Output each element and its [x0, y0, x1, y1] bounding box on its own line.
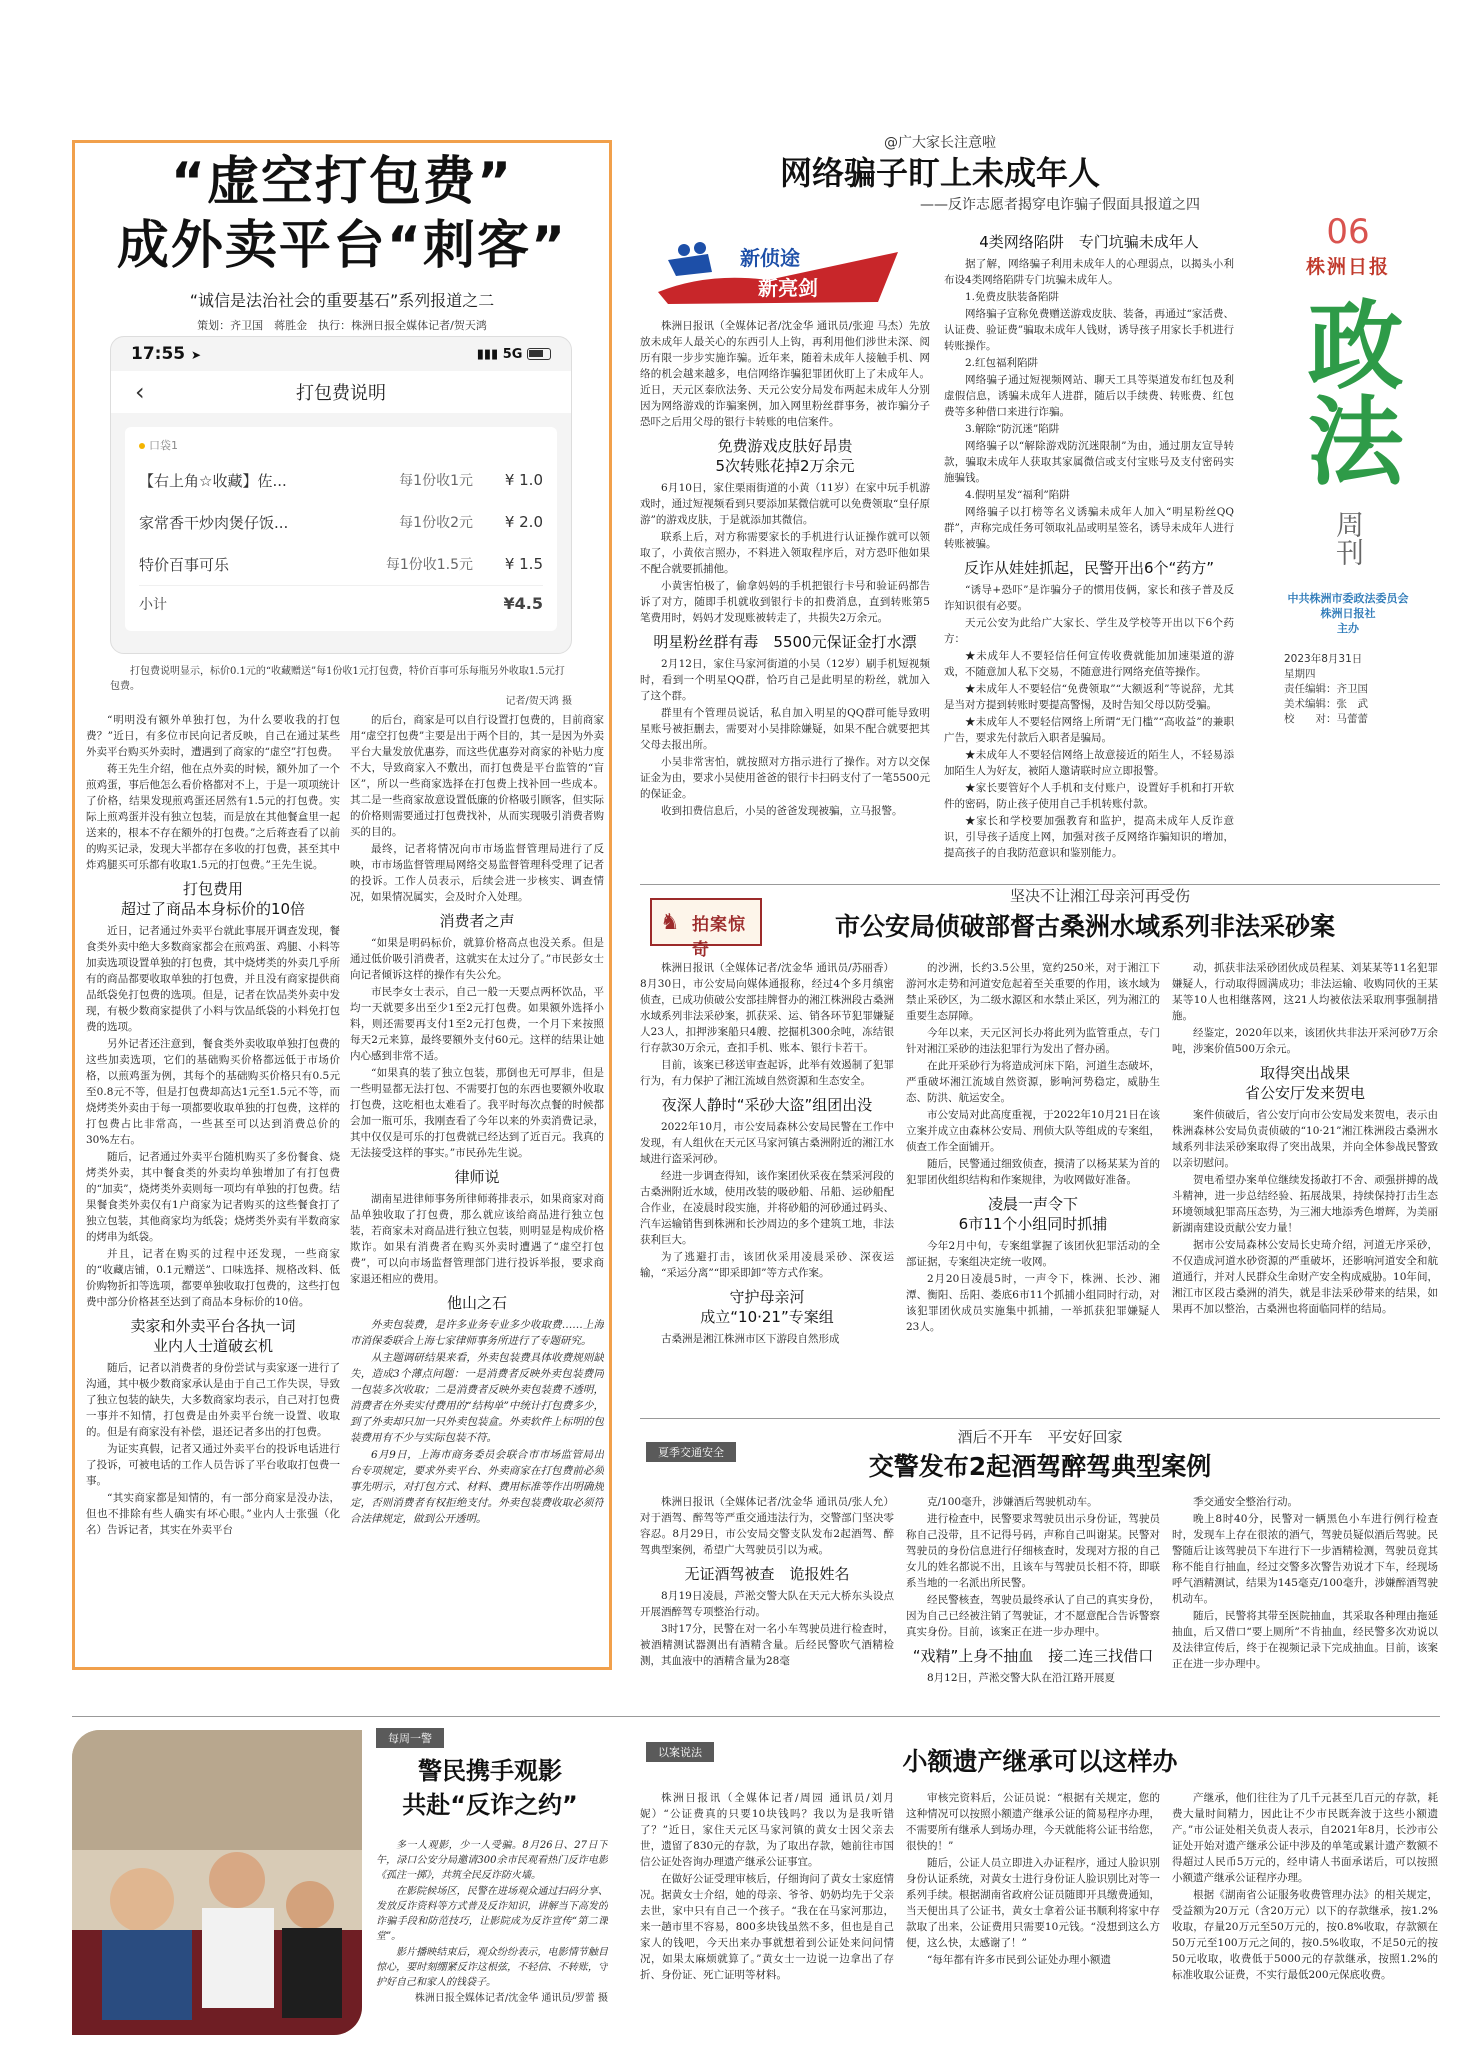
status-bar	[111, 337, 571, 371]
logo-text-2: 新亮剑	[758, 276, 818, 300]
paragraph: 2月12日，家住马家河街道的小吴（12岁）刷手机短视频时，看到一个明星QQ群，恰巧自己是此明星的粉丝，就加入了这个群。	[640, 658, 930, 702]
paragraph: 蒋王先生介绍，他在点外卖的时候，额外加了一个煎鸡蛋，事后他怎么看价格都对不上，于是一项项统计了价格，结果发现煎鸡蛋还居然有1.5元的打包费。实际上煎鸡蛋并没有独立包装，而是放在其他餐盒里一起送来的，根本不存在额外的打包费。”之后蒋查看了以前的购买记录，发现大半都存在多收的打包费，甚至其中炸鸡腿买可乐都有收取1.5元的打包费。”王先生说。	[86, 763, 340, 871]
lead-credit: 策划：齐卫国 蒋胜金 执行：株洲日报全媒体记者/贺天鸿	[197, 319, 487, 332]
inherit-column-1	[640, 1790, 894, 2052]
paragraph: 6月9日，上海市商务委员会联合市市场监管局出台专项规定，要求外卖平台、外卖商家在打包费前必须事先明示，对打包方式、材料、费用标准等作出明确规定，否则消费者有权拒绝支付。外卖包装费收取必须符合法律规定，做到公开透明。	[350, 1449, 604, 1525]
paragraph: 晚上8时40分，民警对一辆黑色小车进行例行检查时，发现车上存在很浓的酒气，驾驶员疑似酒后驾驶。民警随后让该驾驶员下车进行下一步酒精检测，驾驶员竟其称不能自行抽血，经过交警多次警告劝说才下车，经现场呼气酒精测试，结果为145毫克/100毫升，涉嫌醉酒驾驶机动车。	[1172, 1513, 1438, 1605]
lead-headline	[80, 150, 604, 333]
fee-item-rule: 每1份收2元	[399, 515, 473, 531]
paragraph: 株洲日报讯（全媒体记者/周园 通讯员/刘月妮）“公证费真的只要10块钱吗？我以为是我听错了？”近日，家住天元区马家河镇的黄女士因父亲去世，遗留了830元的存款，为了取出存款，她前往市国信公证处咨询办理遗产继承公证事宜。	[640, 1792, 894, 1868]
lead-series: “诚信是法治社会的重要基石”系列报道之二	[189, 291, 495, 310]
paragraph: 克/100毫升，涉嫌酒后驾驶机动车。	[927, 1496, 1098, 1508]
fee-item-name: 【右上角☆收藏】佐...	[139, 471, 287, 490]
paragraph: ★未成年人不要轻信“免费领取”“大额返利”等说辞，尤其是当对方提到转账时要提高警惕，及时告知父母以防受骗。	[944, 683, 1234, 711]
sand-column-2	[906, 960, 1160, 1410]
movie-title-line1: 警民携手观影	[418, 1757, 562, 1785]
logo-text-1: 新侦途	[740, 246, 800, 270]
subhead: 律师说	[454, 1168, 500, 1186]
paragraph: 小吴非常害怕，就按照对方指示进行了操作。对方以交保证金为由，要求小吴使用爸爸的银行卡扫码支付了一笔5500元的保证金。	[640, 756, 930, 800]
paragraph: ★未成年人不要轻信网络上所谓“无门槛”“高收益”的兼职广告，要求先付款后入职者是骗局。	[944, 716, 1234, 744]
paragraph: 外卖包装费，是许多业务专业多少收取费……上海市消保委联合上海七家律师事务所进行了专题研究。	[350, 1319, 604, 1347]
paragraph: 随后，民警通过细致侦查，摸清了以杨某某为首的犯罪团伙组织结构和作案规律，为收网做好准备。	[906, 1158, 1160, 1186]
drunk-kicker: 酒后不开车 平安好回家	[957, 1428, 1123, 1446]
photo-credit: 株洲日报全媒体记者/沈金华 通讯员/罗蕾 摄	[414, 1993, 608, 2004]
status-time: 17:55	[131, 344, 186, 364]
movie-body	[376, 1838, 608, 2050]
cyber-kicker: @广大家长注意啦	[884, 135, 996, 151]
paragraph: 据市公安局森林公安局长史琦介绍，河道无序采砂，不仅造成河道水砂资源的严重破坏，还影响河道安全和航道通行，并对人民群众生命财产安全构成威胁。10年间，湘江市区段古桑洲的消失，就是非法采砂带来的结果，如果再不加以整治，古桑洲也将面临同样的结局。	[1172, 1239, 1438, 1315]
network-label: 5G	[502, 346, 523, 362]
paragraph: “诱导+恐吓”是诈骗分子的惯用伎俩，家长和孩子普及反诈知识很有必要。	[944, 584, 1234, 612]
cyber-title: 网络骗子盯上未成年人	[779, 154, 1100, 192]
subhead: 打包费用 超过了商品本身标价的10倍	[120, 880, 306, 918]
paragraph: “其实商家都是知情的，有一部分商家是没办法，但也不排除有些人确实有坏心眼。”业内人士张强（化名）告诉记者，其实在外卖平台	[86, 1492, 340, 1536]
fee-item-price: ¥ 2.0	[504, 513, 543, 531]
fee-item-rule: 每1份收1.5元	[385, 557, 473, 573]
paragraph: 据了解，网络骗子利用未成年人的心理弱点，以揭头小利布设4类网络陷阱专门坑骗未成年人。	[944, 258, 1234, 286]
paragraph: 在影院候场区，民警在进场观众通过扫码分享、发放反诈资料等方式普及反诈知识，讲解当下高发的诈骗手段和防范技巧，让影院成为反诈宣传“第二课堂”。	[376, 1886, 608, 1942]
paragraph: 6月10日，家住栗雨街道的小黄（11岁）在家中玩手机游戏时，通过短视频看到只要添加某微信就可以免费领取“皇仔原游”的游戏皮肤，于是就添加其微信。	[640, 482, 930, 526]
paragraph: ★家长和学校要加强教育和监护，提高未成年人反诈意识，引导孩子适度上网，加强对孩子反网络诈骗知识的增加，提高孩子的自我防范意识和鉴别能力。	[944, 815, 1234, 859]
sponsor-block: 中共株洲市委政法委员会 株洲日报社 主办	[1287, 592, 1409, 635]
movie-photo	[72, 1730, 362, 2035]
page-number: 06	[1326, 212, 1370, 252]
paragraph: 根据《湖南省公证服务收费管理办法》的相关规定，受益额为20万元（含20万元）以下的存款继承，按1.2%收取，存量20万元至50万元的，按0.8%收取，存款额在50万元至100万元之间的，按0.5%收取，不足50元的按50元收取，收费低于5000元的存款继承，按照1.2%的标准收取公证费，不实行最低200元保底收费。	[1172, 1889, 1438, 1981]
fee-total-value: ¥4.5	[503, 594, 543, 613]
paper-name: 株洲日报	[1305, 256, 1390, 278]
fee-item-name: 家常香干炒肉煲仔饭...	[139, 513, 289, 532]
paragraph: 案件侦破后，省公安厅向市公安局发来贺电，表示由株洲森林公安局负责侦破的“10·21”湘江株洲段古桑洲水域系列非法采砂案取得了突出战果，并向全体参战民警致以亲切慰问。	[1172, 1109, 1438, 1169]
subhead: 消费者之声	[439, 912, 515, 930]
paragraph: 动，抓获非法采砂团伙成员程某、刘某某等11名犯罪嫌疑人，行动取得圆满成功；非法运输、收购同伙的王某某等10人也相继落网，这21人均被依法采取刑事强制措施。	[1172, 962, 1438, 1022]
paragraph: 1.免费皮肤装备陷阱	[965, 291, 1060, 303]
fee-total-label: 小计	[139, 596, 167, 613]
divider	[72, 1716, 1440, 1717]
lead-column-2	[350, 712, 604, 1664]
paragraph: 湖南星进律师事务所律师蒋排表示，如果商家对商品单独收取了打包费，那么就应该给商品进行独立包装，若商家未对商品进行独立包装，则明显是构成价格欺诈。如果有消费者在购买外卖时遭遇了“虚空打包费”，可以向市场监督管理部门进行投诉举报，要求商家退还相应的费用。	[350, 1193, 604, 1285]
case-logo	[650, 898, 762, 960]
sand-title: 市公安局侦破部督古桑洲水域系列非法采砂案	[834, 912, 1335, 941]
paragraph: “明明没有额外单独打包，为什么要收我的打包费？”近日，有多位市民向记者反映，自己在通过某些外卖平台购买外卖时，遭遇到了商家的“虚空”打包费。	[86, 714, 340, 758]
paragraph: 群里有个管理员说话，私自加入明星的QQ群可能导致明星账号被拒删去，需要对小吴排除嫌疑，如果不配合就要把其父母去报出所。	[640, 707, 930, 751]
paragraph: 市民李女士表示，自己一般一天要点两杯饮品，平均一天就要多出至少1至2元打包费。如果额外选择小料，则还需要再支付1至2元打包费，一个月下来按照每天2元来算，最终要额外支付60元。这样的结果让她内心感到非常不适。	[350, 986, 604, 1062]
paragraph: 2月20日凌晨5时，一声令下，株洲、长沙、湘潭、衡阳、岳阳、娄底6市11个抓捕小组同时行动，对该犯罪团伙成员实施集中抓捕，一举抓获犯罪嫌疑人23人。	[906, 1273, 1160, 1333]
caption-credit: 记者/贺天鸿 摄	[505, 696, 572, 707]
inherit-title: 小额遗产继承可以这样办	[902, 1747, 1178, 1776]
paragraph: 目前，该案已移送审查起诉，此举有效遏制了犯罪行为，有力保护了湘江流域自然资源和生态安全。	[640, 1059, 894, 1087]
subhead: 夜深人静时“采砂大盗”组团出没	[661, 1096, 873, 1114]
lead-title-line1: “虚空打包费”	[170, 152, 514, 212]
phone-screenshot	[110, 336, 572, 654]
sand-column-1	[640, 960, 894, 1410]
cyber-column-1	[640, 318, 930, 874]
paragraph: 随后，记者以消费者的身份尝试与卖家逐一进行了沟通，其中极少数商家承认是由于自己工作失误，导致了独立包装的缺失，大多数商家均表示，自己对打包费一事并不知情，打包费是由外卖平台统一设置、收取的。但是有商家没有补偿，退还记者多出的打包费。	[86, 1362, 340, 1438]
paragraph: 市公安局对此高度重视，于2022年10月21日在该立案并成立由森林公安局、刑侦大队等组成的专案组，侦查工作全面铺开。	[906, 1109, 1160, 1153]
paragraph: 天元公安为此给广大家长、学生及学校等开出以下6个药方：	[944, 617, 1234, 645]
pack-dot-icon	[139, 443, 145, 449]
paragraph: 株洲日报讯（全媒体记者/沈金华 通讯员/苏丽香）8月30日，市公安局向媒体通报称，经过4个多月缜密侦查，已成功侦破公安部挂牌督办的湘江株洲段古桑洲水域系列非法采砂案，抓获采、运、销各环节犯罪嫌疑人23人，扣押涉案船只4艘、挖掘机300余吨，冻结银行存款30万余元，查扣手机、账本、银行卡若干。	[640, 962, 894, 1054]
subhead: 免费游戏皮肤好昂贵 5次转账花掉2万余元	[715, 437, 855, 475]
inherit-headline	[640, 1744, 1440, 1780]
paragraph: 多一人观影，少一人受骗。8月26日、27日下午，渌口公安分局邀请300余市民观看热门反诈电影《孤注一掷》，共筑全民反诈防火墙。	[376, 1840, 608, 1881]
fee-item-rule: 每1份收1元	[399, 473, 473, 489]
sand-column-3	[1172, 960, 1438, 1410]
paragraph: 贺电希望办案单位继续发扬敢打不舍、顽强拼搏的战斗精神，进一步总结经验、拓展战果，持续保持打击生态环境领域犯罪高压态势，为三湘大地添秀色增辉，为美丽新湖南建设贡献公安力量！	[1172, 1174, 1438, 1234]
sand-kicker: 坚决不让湘江母亲河再受伤	[1009, 887, 1190, 905]
section-tag: 夏季交通安全	[646, 1442, 736, 1462]
paragraph: 3时17分，民警在对一名小车驾驶员进行检查时，被酒精测试器测出有酒精含量。后经民警吹气酒精检测，其血液中的酒精含量为28毫	[640, 1623, 894, 1667]
paragraph: “如果真的装了独立包装，那倒也无可厚非，但是一些明显都无法打包、不需要打包的东西也要额外收取打包费，这吃相也太难看了。我平时每次点餐的时候都会加一瓶可乐，我刚查看了今年以来的外卖消费记录，其中仅仅是可乐的打包费就已经达到了近百元。我真的无法接受这样的事实。”市民孙先生说。	[350, 1067, 604, 1159]
paragraph: 经民警核查，驾驶员最终承认了自己的真实身份，因为自己已经被注销了驾驶证，才不愿意配合告诉警察真实身份。目前，该案正在进一步办理中。	[906, 1594, 1160, 1638]
paragraph: 古桑洲是湘江株洲市区下游段自然形成	[661, 1333, 840, 1345]
paragraph: 株洲日报讯（全媒体记者/沈金华 通讯员/张人允）对于酒驾、醉驾等严重交通违法行为，交警部门坚决零容忍。8月29日，市公安局交警支队发布2起酒驾、醉驾典型案例，希望广大驾驶员引以为戒。	[640, 1496, 894, 1556]
divider	[640, 1418, 1440, 1419]
paragraph: 产继承，他们往往为了几千元甚至几百元的存款，耗费大量时间精力，因此让不少市民既奔波于这些小额遗产。”市公证处相关负责人表示，自2021年8月，长沙市公证处开始对遗产继承公证中涉及的单笔或累计遗产数额不得超过人民币5万元的，经申请人书面承诺后，可以按照小额遗产继承公证程序办理。	[1172, 1792, 1438, 1884]
paragraph: 近日，记者通过外卖平台就此事展开调查发现，餐食类外卖中绝大多数商家都会在煎鸡蛋、鸡腿、小料等加卖选项设置单独的打包费，其中烧烤类的外卖几乎所有的商品都要收取单独的打包费，并且没有商家提供商品纸袋免打包费的选项。但是，记者在饮品类外卖中发现，有极少数商家提供了小料与饮品纸袋的小料免打包费的选项。	[86, 925, 340, 1033]
fee-total-row	[139, 585, 543, 621]
subhead: 明星粉丝群有毒 5500元保证金打水漂	[653, 633, 917, 651]
paragraph: ★未成年人不要轻信任何宣传收费就能加加速渠道的游戏，不随意加人私下交易，不随意进行网络充值等操作。	[944, 650, 1234, 678]
paragraph: 2.红包福利陷阱	[965, 357, 1039, 369]
drunk-title: 交警发布2起酒驾醉驾典型案例	[868, 1452, 1212, 1481]
paragraph: ★家长要管好个人手机和支付账户，设置好手机和打开软件的密码，防止孩子使用自己手机转账付款。	[944, 782, 1234, 810]
paragraph: 季交通安全整治行动。	[1193, 1496, 1298, 1508]
paragraph: 网络骗子通过短视频网站、聊天工具等渠道发布红包及利虚假信息，诱骗未成年人进群，随后以手续费、转账费、红包费等多种借口来进行诈骗。	[944, 374, 1234, 418]
subhead: 取得突出战果 省公安厅发来贺电	[1244, 1064, 1365, 1102]
fee-item-price: ¥ 1.0	[504, 471, 543, 489]
subhead: 卖家和外卖平台各执一词 业内人士道破玄机	[130, 1317, 296, 1355]
paragraph: 为证实真假，记者又通过外卖平台的投诉电话进行了投诉，可被电话的工作人员告诉了平台收取打包费一事。	[86, 1443, 340, 1487]
lead-column-1	[86, 712, 340, 1664]
photo-caption	[110, 664, 572, 709]
paragraph: 的后台，商家是可以自行设置打包费的，目前商家用“虚空打包费”主要是出于两个目的，其一是因为外卖平台大量发放优惠券，而这些优惠券对商家的补贴力度不大，导致商家入不敷出，而打包费是平台监管的“盲区”，所以一些商家选择在打包费上找补回一些成本。其二是一些商家故意设置低廉的价格吸引顾客，但实际的价格则需要通过打包费找补，从而实现吸引消费者购买的目的。	[350, 714, 604, 838]
paragraph: 审核完资料后，公证员说：“根据有关规定，您的这种情况可以按照小额遗产继承公证的简易程序办理，不需要所有继承人到场办理，今天就能将公证书给您，很快的！”	[906, 1792, 1160, 1852]
fee-item-name: 特价百事可乐	[139, 555, 230, 574]
paragraph: 的沙洲，长约3.5公里，宽约250米，对于湘江下游河水走势和河道安危起着至关重要的作用，该水域为禁止采砂区，为二级水源区和水禁止采区，列为湘江的重要生态屏障。	[906, 962, 1160, 1022]
location-arrow-icon: ➤	[191, 348, 202, 362]
inherit-column-3	[1172, 1790, 1438, 2052]
nav-title: 打包费说明	[296, 383, 386, 404]
paragraph: 随后，记者通过外卖平台随机购买了多份餐食、烧烤类外卖，其中餐食类的外卖均单独增加了有打包费的“加卖”，烧烤类外卖则每一项均有单独的打包费。结果餐食类外卖仅有1户商家为记者购买的这些餐食打了独立包装，其他商家均为纸袋；烧烤类外卖有半数商家的烤串为纸袋。	[86, 1151, 340, 1243]
paragraph: 网络骗子以“解除游戏防沉迷限制”为由，通过朋友宣导转款，骗取未成年人获取其家属微信或支付宝账号及支付密码实施骗钱。	[944, 440, 1234, 484]
subhead: 4类网络陷阱 专门坑骗未成年人	[979, 233, 1199, 251]
paragraph: 3.解除“防沉迷”陷阱	[965, 423, 1060, 435]
masthead	[1258, 212, 1438, 812]
drunk-headline	[640, 1424, 1440, 1484]
paragraph: 今年以来，天元区河长办将此列为监管重点，专门针对湘江采砂的违法犯罪行为发出了督办函。	[906, 1027, 1160, 1055]
nav-bar	[111, 371, 571, 413]
paragraph: 在做好公证受理审核后，仔细询问了黄女士家庭情况。据黄女士介绍，她的母亲、爷爷、奶奶均先于父亲去世，家中只有自己一个孩子。“我在在马家河那边，来一趟市里不容易，800多块钱虽然不多，但也是自己家人的钱吧，今天出来办事就想着到公证处来问问情况，如果太麻烦就算了。”黄女士一边说一边拿出了存折、身份证、死亡证明等材料。	[640, 1873, 894, 1981]
fee-row	[139, 501, 543, 543]
paragraph: 为了逃避打击，该团伙采用凌晨采砂、深夜运输，“采运分离”“即采即卸”等方式作案。	[640, 1251, 894, 1279]
paragraph: 经进一步调查得知，该作案团伙采夜在禁采河段的古桑洲附近水域，使用改装的吸砂船、吊船、运砂船配合作业，在凌晨时段实施，并将砂船的河砂通过码头、汽车运输销售到株洲和长沙周边的多个建筑工地，非法获利巨大。	[640, 1170, 894, 1246]
section-tag: 每周一警	[376, 1728, 444, 1748]
fee-row	[139, 543, 543, 585]
paragraph: 4.假明星发“福利”陷阱	[965, 489, 1070, 501]
paragraph: 另外记者还注意到，餐食类外卖收取单独打包费的这些加卖选项，它们的基础购买价格都远低于市场价格，以煎鸡蛋为例，其每个的基础购买价格只有0.5元至0.8元不等，但是打包费却高达1元至1.5元不等，而烧烤类外卖由于每一项都要收取单独的打包费，这样的打包费占比非常高，一些甚至可以达到消费总价的30%左右。	[86, 1038, 340, 1146]
paragraph: 8月19日凌晨，芦淞交警大队在天元大桥东头设点开展酒醉驾专项整治行动。	[640, 1590, 894, 1618]
paragraph: 从主题调研结果来看，外卖包装费具体收费规则缺失，造成3个薄点问题：一是消费者反映外卖包装费同一包装多次收取；二是消费者反映外卖包装费不透明，消费者在外卖实付费用的“结构单”中统计打包费多少，到了外卖却只加一只外卖包装盒。外卖软件上标明的包装费用有不少与实际包装不符。	[350, 1352, 604, 1444]
subhead: 他山之石	[446, 1294, 507, 1312]
subhead: 反诈从娃娃抓起，民警开出6个“药方”	[963, 559, 1215, 577]
paragraph: 联系上后，对方称需要家长的手机进行认证操作就可以领取了，小黄依言照办，不料进入领取程序后，对方恐吓他如果不配合就要抓捕他。	[640, 531, 930, 575]
paragraph: 随后，公证人员立即进入办证程序，通过人脸识别身份认证系统，对黄女士进行身份证人脸识别比对等一系列手续。根据湖南省政府公证员随即开具缴费通知，当天便出具了公证书，黄女士拿着公证书顺利将家中存款取了出来，公证费用只需要10元钱。“没想到这么方便，这么快，太感谢了！”	[906, 1857, 1160, 1949]
paragraph: 2022年10月，市公安局森林公安局民警在工作中发现，有人组伙在天元区马家河镇古桑洲附近的湘江水域进行盗采河砂。	[640, 1121, 894, 1165]
lead-title-line2: 成外卖平台“刺客”	[116, 216, 568, 276]
paragraph: 影片播映结束后，观众纷纷表示，电影情节触目惊心，要时刻绷紧反诈这根弦，不轻信、不转账，守护好自己和家人的钱袋子。	[376, 1947, 608, 1988]
paragraph: 网络骗子宣称免费赠送游戏皮肤、装备，再通过“家活费、认证费、验证费”骗取未成年人钱财，诱导孩子用家长手机进行转账操作。	[944, 308, 1234, 352]
paragraph: 小黄害怕极了，偷拿妈妈的手机把银行卡号和验证码都告诉了对方，随即手机就收到银行卡的扣费消息，直到转账第5笔费用时，妈妈才发现账被转走了，共损失2万余元。	[640, 580, 930, 624]
cyber-subtitle: ——反诈志愿者揭穿电诈骗子假面具报道之四	[920, 197, 1200, 213]
paragraph: 经鉴定，2020年以来，该团伙共非法开采河砂7万余吨，涉案价值500万余元。	[1172, 1027, 1438, 1055]
inherit-column-2	[906, 1790, 1160, 2052]
paragraph: ★未成年人不要轻信网络上故意接近的陌生人，不轻易添加陌生人为好友，被陌人邀请联时应立即报警。	[944, 749, 1234, 777]
drunk-column-3	[1172, 1494, 1438, 1690]
cyber-headline	[640, 132, 1240, 214]
battery-icon	[527, 348, 551, 360]
paragraph: 随后，民警将其带至医院抽血，其采取各种理由拖延抽血，后又借口“要上厕所”不肯抽血，经民警多次劝说以及法律宣传后，终于在视频记录下完成抽血。目前，该案正在进一步办理中。	[1172, 1610, 1438, 1670]
back-icon[interactable]: ‹	[135, 378, 145, 406]
cyber-column-2	[944, 232, 1234, 874]
fee-row	[139, 459, 543, 501]
packing-fee-card	[125, 427, 557, 631]
signal-icon: ▮▮▮	[476, 346, 499, 362]
paragraph: 进行检查中，民警要求驾驶员出示身份证，驾驶员称自己没带，且不记得号码，声称自己叫谢某。民警对驾驶员的身份信息进行仔细核查时，发现对方报的自己女儿的姓名都说不出，且该车与驾驶员长相不符，即联系当地的一名派出所民警。	[906, 1513, 1160, 1589]
paragraph: 株洲日报讯（全媒体记者/沈金华 通讯员/张迎 马杰）先放放未成年人最关心的东西引人上钩，再利用他们涉世未深、阅历有限一步步实施诈骗。近年来，随着未成年人接触手机、网络的机会越来越多，电信网络诈骗犯罪团伙盯上了未成年人。近日，天元区泰欣法务、天元公安分局发布两起未成年人分别因为网络游戏的诈骗案例，加入网里粉丝群事务，被诈骗分子恐吓之后用父母的银行卡转账的电信案件。	[640, 320, 930, 428]
section-title: 政法	[1292, 295, 1405, 487]
paragraph: 收到扣费信息后，小吴的爸爸发现被骗，立马报警。	[661, 805, 903, 817]
paragraph: “每年都有许多市民到公证处办理小额遗	[927, 1954, 1111, 1966]
issue-meta: 2023年8月31日 星期四 责任编辑：齐卫国 美术编辑：张 武 校 对：马蕾蕾	[1284, 653, 1368, 725]
paragraph: “如果是明码标价，就算价格高点也没关系。但是通过低价吸引消费者，这就实在太过分了。”市民彭女士向记者倾诉这样的操作有失公允。	[350, 937, 604, 981]
section-tag: 以案说法	[646, 1742, 714, 1762]
fee-item-price: ¥ 1.5	[504, 555, 543, 573]
movie-headline	[370, 1754, 610, 1822]
paragraph: 在此开采砂行为将造成河床下陷，河道生态破坏，严重破坏湘江流域自然资源，影响河势稳定，威胁生态、防洪、航运安全。	[906, 1060, 1160, 1104]
paragraph: 8月12日，芦淞交警大队在沿江路开展夏	[927, 1672, 1116, 1684]
drunk-column-1	[640, 1494, 894, 1690]
drunk-column-2	[906, 1494, 1160, 1690]
subhead: “戏精”上身不抽血 接二连三找借口	[912, 1647, 1154, 1665]
section-type: 周刊	[1332, 510, 1365, 566]
pack-label: 口袋1	[139, 437, 543, 453]
horse-icon: ♞	[660, 910, 680, 935]
caption-text: 打包费说明显示，标价0.1元的“收藏赠送”每1份收1元打包费，特价百事可乐每瓶另外收取1.5元打包费。	[110, 666, 565, 692]
paragraph: 并且，记者在购买的过程中还发现，一些商家的“收藏店铺，0.1元赠送”、口味选择、规格改料、低价购物折扣等选项，都要单独收取打包费的，这些打包费中部分价格甚至达到了商品本身标价的10倍。	[86, 1248, 340, 1308]
paragraph: 最终，记者将情况向市市场监督管理局进行了反映，市市场监督管理局网络交易监督管理科受理了记者的投诉。工作人员表示，后续会进一步核实、调查情况，如果情况属实，会及时介入处理。	[350, 843, 604, 903]
subhead: 守护母亲河 成立“10·21”专案组	[700, 1288, 834, 1326]
subhead: 凌晨一声令下 6市11个小组同时抓捕	[958, 1195, 1108, 1233]
paragraph: 今年2月中旬，专案组掌握了该团伙犯罪活动的全部证据，专案组决定统一收网。	[906, 1240, 1160, 1268]
audience-photo-graphic	[72, 1730, 362, 2035]
movie-title-line2: 共赴“反诈之约”	[402, 1791, 578, 1819]
new-journey-logo	[648, 232, 910, 312]
subhead: 无证酒驾被查 诡报姓名	[684, 1565, 850, 1583]
paragraph: 网络骗子以打榜等名义诱骗未成年人加入“明星粉丝QQ群”，声称完成任务可领取礼品或明星签名，诱导未成年人进行转账被骗。	[944, 506, 1234, 550]
logo-text: 拍案惊奇	[692, 915, 746, 960]
